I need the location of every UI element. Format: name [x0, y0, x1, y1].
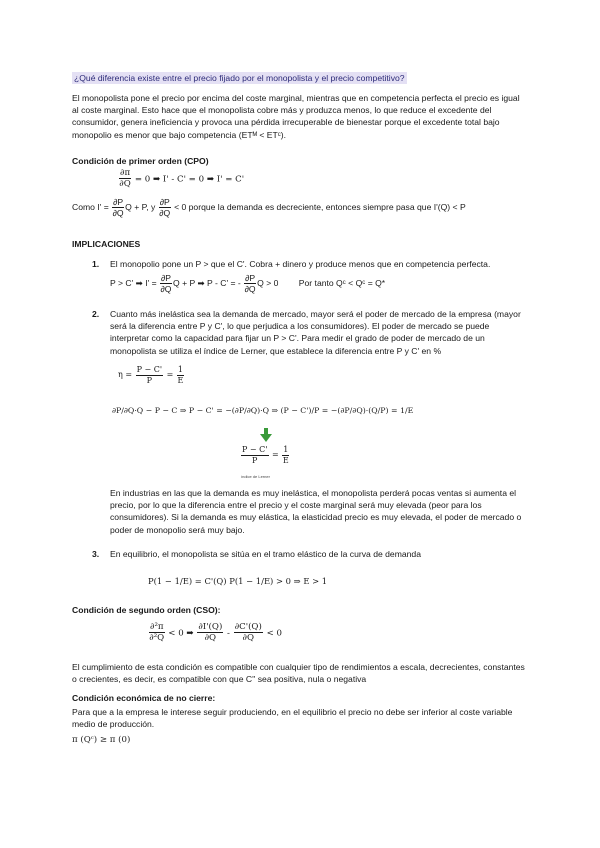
item-2-after-text: En industrias en las que la demanda es muy inelástica, el monopolista perderá pocas ventas si aumenta el precio, por lo que la diferencia entre el precio y el coste marginal será muy elevada (peor para los consumidores). Si la demanda es muy elástica, la elasticidad precio es muy elevada, el poder de mercado o poder de monopolio será muy bajo.: [110, 488, 522, 535]
implicaciones-heading: IMPLICACIONES: [72, 239, 141, 249]
lerner-derivation: ∂P/∂Q·Q − P − C ⇒ P − C' = −(∂P/∂Q)·Q ⇒ (P − C')/P = −(∂P/∂Q)·(Q/P) = 1/E: [112, 406, 414, 415]
question-title: ¿Qué diferencia existe entre el precio fijado por el monopolista y el precio competitivo?: [74, 73, 405, 83]
item-3-equation: P(1 − 1/E) = C'(Q) P(1 − 1/E) > 0 ⇒ E > 1: [148, 576, 328, 586]
cso-paragraph: El cumplimiento de esta condición es compatible con cualquier tipo de rendimientos a escala, decrecientes, constantes o crecientes, es decir, es compatible con que C'' sea positiva, nula o negativa: [72, 662, 525, 685]
cierre-equation: π (Qᶜ) ≥ π (0): [72, 735, 131, 745]
intro-paragraph: El monopolista pone el precio por encima del coste marginal, mientras que en competencia perfecta el precio es igual al coste marginal. Esto hace que el monopolista cobre más y produzca menos, lo que reduce el excedente del consumidor, genera ineficiencia y provoca una pérdida irrecuperable de bienestar porque el excedente total bajo monopolio es menor que bajo competencia (ETᴹ < ETᶜ).: [72, 93, 520, 140]
item-1-text: El monopolio pone un P > que el C'. Cobra + dinero y produce menos que en competencia perfecta.: [110, 259, 491, 269]
lerner-result: $\frac{P - C'}{P}$ = $\frac{1}{E}$: [242, 445, 289, 465]
item-2-text: Cuanto más inelástica sea la demanda de mercado, mayor será el poder de mercado de la empresa (mayor será la diferencia entre P y C', lo que perjudica a los consumidores). El poder de mercado se puede interpretar como la capacidad para fijar un P > C'. Para medir el grado de poder de mercado de un monopolista se utiliza el índice de Lerner, que establece la diferencia entre P y C' en %: [110, 309, 521, 356]
lerner-note: índice de Lerner: [241, 474, 270, 479]
cpo-equation: $\frac{\partial\pi}{\partial Q}$ = 0 ➡ I' - C' = 0 ➡ I' = C': [119, 168, 245, 190]
item-3-number: 3.: [92, 549, 100, 559]
green-down-arrow-icon: [260, 428, 272, 442]
cierre-heading: Condición económica de no cierre:: [72, 693, 216, 703]
cierre-paragraph: Para que a la empresa le interese seguir produciendo, en el equilibrio el precio no debe ser inferior al coste variable medio de producción.: [72, 707, 513, 730]
cso-equation: $\frac{\text{∂²π}}{\text{∂²Q}}$ < 0 ➡ $\frac{\partial I'(Q)}{\partial Q}$ - $\frac{\partial C'(Q)}{\partial Q}$ < 0: [149, 622, 282, 644]
item-1-number: 1.: [92, 259, 100, 269]
como-line: Como I' = $\frac{\partial P}{\partial Q}$ Q + P, y $\frac{\partial P}{\partial Q}$ < 0 porque la demanda es decreciente, entonces siempre pasa que I'(Q) < P: [72, 197, 466, 219]
item-3-text: En equilibrio, el monopolista se sitúa en el tramo elástico de la curva de demanda: [110, 549, 421, 559]
item-1-equation: P > C' ➡ I' = $\frac{\partial P}{\partial Q}$ Q + P ➡ P - C' = - $\frac{\partial P}{\partial Q}$ Q > 0 Por tanto Qᶜ < Qᶜ = Q*: [110, 273, 386, 295]
cpo-heading: Condición de primer orden (CPO): [72, 156, 209, 166]
lerner-equation: η = $\frac{P - C'}{P}$ = $\frac{1}{E}$: [118, 365, 184, 385]
item-2-number: 2.: [92, 309, 100, 319]
cso-heading: Condición de segundo orden (CSO):: [72, 605, 221, 615]
